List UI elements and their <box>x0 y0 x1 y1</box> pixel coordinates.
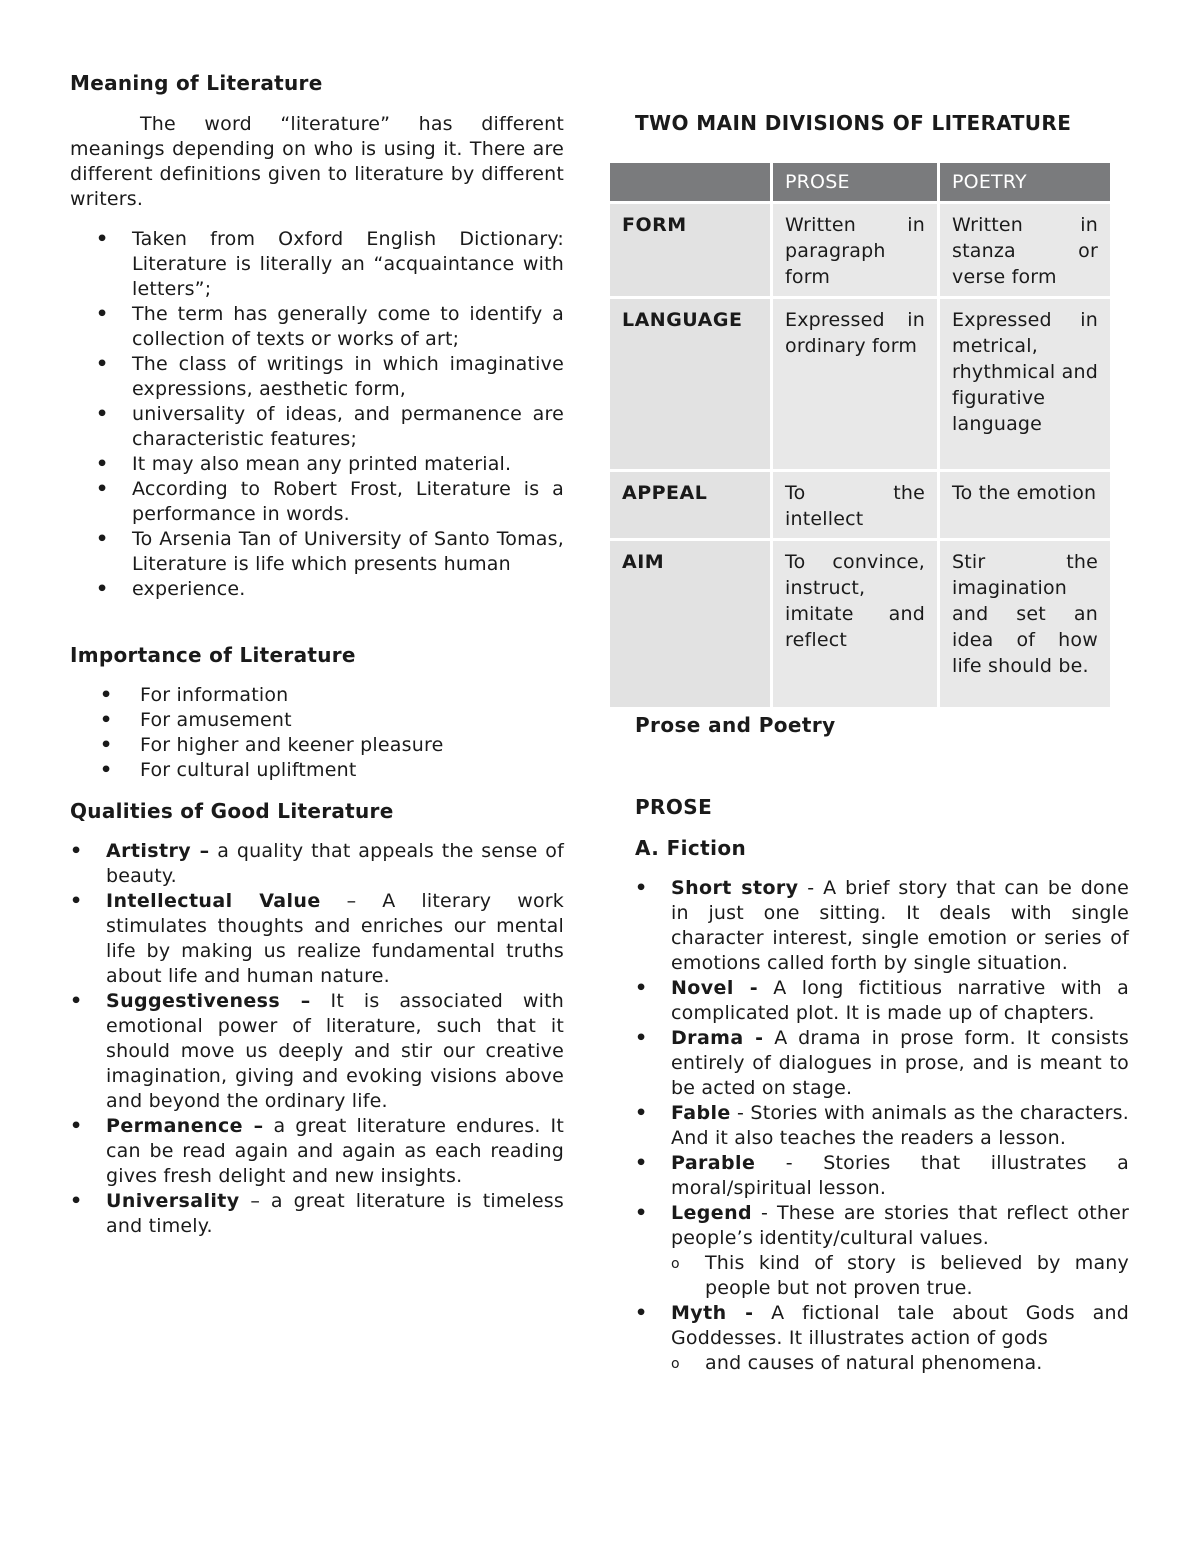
list-item <box>70 1114 564 1189</box>
poetry-cell: Stir the imagination and set an idea of how life should be. <box>940 541 1110 707</box>
list-item: • experience. <box>70 577 564 602</box>
legend-sublist <box>635 1251 1129 1301</box>
table-row <box>610 541 1110 707</box>
myth-sublist <box>635 1351 1129 1376</box>
column-header: PROSE <box>773 163 937 201</box>
term: Drama - <box>671 1027 764 1049</box>
myth-list <box>635 1301 1129 1351</box>
meaning-list <box>70 227 564 602</box>
list-item: • For cultural upliftment <box>70 758 564 783</box>
list-item: • universality of ideas, and permanence are characteristic features; <box>70 402 564 452</box>
list-item: • Taken from Oxford English Dictionary: Literature is literally an “acquaintance with letters”; <box>70 227 564 302</box>
definition: - These are stories that reflect other people’s identity/cultural values. <box>671 1202 1129 1249</box>
term: Novel - <box>671 977 759 999</box>
term: Universality <box>106 1190 240 1212</box>
list-item <box>70 989 564 1114</box>
right-column <box>610 110 1130 1376</box>
column-header: POETRY <box>940 163 1110 201</box>
list-item: • For higher and keener pleasure <box>70 733 564 758</box>
list-item: • The class of writings in which imaginative expressions, aesthetic form, <box>70 352 564 402</box>
definition: – a great literature is timeless and timely. <box>106 1190 564 1237</box>
list-item <box>70 839 564 889</box>
list-item: • According to Robert Frost, Literature is a performance in words. <box>70 477 564 527</box>
importance-list <box>70 683 564 783</box>
poetry-cell: To the emotion <box>940 472 1110 538</box>
prose-cell: To convince, instruct, imitate and reflect <box>773 541 937 707</box>
definition: - Stories that illustrates a moral/spiritual lesson. <box>671 1152 1129 1199</box>
qualities-list <box>70 839 564 1239</box>
term: Legend <box>671 1202 753 1224</box>
sub-list-item: o and causes of natural phenomena. <box>635 1351 1129 1376</box>
definition: a quality that appeals the sense of beauty. <box>106 840 564 887</box>
definition: - A brief story that can be done in just one sitting. It deals with single character interest, single emotion or series of emotions called forth by single situation. <box>671 877 1130 974</box>
table-row <box>610 299 1110 469</box>
term: Myth - <box>671 1302 754 1324</box>
list-item <box>635 1101 1129 1151</box>
row-label: AIM <box>610 541 770 707</box>
term: Suggestiveness – <box>106 990 311 1012</box>
term: Short story <box>671 877 799 899</box>
prose-cell: Written in paragraph form <box>773 204 937 296</box>
sub-list-item: o This kind of story is believed by many people but not proven true. <box>635 1251 1129 1301</box>
divisions-title: TWO MAIN DIVISIONS OF LITERATURE <box>635 111 1072 135</box>
left-column <box>70 70 564 1239</box>
divisions-table <box>607 160 1113 710</box>
list-item: • For amusement <box>70 708 564 733</box>
prose-title: PROSE <box>635 795 713 819</box>
term: Parable <box>671 1152 756 1174</box>
term: Artistry – <box>106 840 210 862</box>
list-item: • It may also mean any printed material. <box>70 452 564 477</box>
row-label: LANGUAGE <box>610 299 770 469</box>
column-header <box>610 163 770 201</box>
definition: A long fictitious narrative with a complicated plot. It is made up of chapters. <box>671 977 1129 1024</box>
list-item <box>635 1026 1129 1101</box>
list-item <box>635 1151 1129 1201</box>
row-label: APPEAL <box>610 472 770 538</box>
poetry-cell: Written in stanza or verse form <box>940 204 1110 296</box>
definition: A drama in prose form. It consists entirely of dialogues in prose, and is meant to be acted on stage. <box>671 1027 1129 1099</box>
table-row <box>610 472 1110 538</box>
term: Intellectual Value <box>106 890 321 912</box>
qualities-title: Qualities of Good Literature <box>70 799 394 823</box>
list-item: • To Arsenia Tan of University of Santo Tomas, Literature is life which presents human <box>70 527 564 577</box>
fiction-subtitle: A. Fiction <box>635 836 747 860</box>
meaning-intro: The word “literature” has different meanings depending on who is using it. There are different definitions given to literature by different writers. <box>70 113 564 210</box>
poetry-cell: Expressed in metrical, rhythmical and figurative language <box>940 299 1110 469</box>
list-item <box>635 1201 1129 1251</box>
table-row <box>610 204 1110 296</box>
prose-cell: Expressed in ordinary form <box>773 299 937 469</box>
fiction-list <box>635 876 1129 1251</box>
importance-title: Importance of Literature <box>70 643 356 667</box>
term: Permanence – <box>106 1115 264 1137</box>
definition: It is associated with emotional power of literature, such that it should move us deeply and stir our creative imagination, giving and evoking visions above and beyond the ordinary life. <box>106 990 564 1112</box>
prose-cell: To the intellect <box>773 472 937 538</box>
term: Fable <box>671 1102 731 1124</box>
list-item <box>635 1301 1129 1351</box>
list-item <box>635 876 1129 976</box>
table-caption: Prose and Poetry <box>635 713 836 737</box>
meaning-title: Meaning of Literature <box>70 71 323 95</box>
table-header-row <box>610 163 1110 201</box>
list-item: • For information <box>70 683 564 708</box>
list-item: • The term has generally come to identify a collection of texts or works of art; <box>70 302 564 352</box>
definition: A fictional tale about Gods and Goddesses. It illustrates action of gods <box>671 1302 1129 1349</box>
definition: - Stories with animals as the characters. And it also teaches the readers a lesson. <box>671 1102 1129 1149</box>
row-label: FORM <box>610 204 770 296</box>
list-item <box>70 1189 564 1239</box>
list-item <box>635 976 1129 1026</box>
definition: a great literature endures. It can be read again and again as each reading gives fresh delight and new insights. <box>106 1115 564 1187</box>
list-item <box>70 889 564 989</box>
definition: – A literary work stimulates thoughts and enriches our mental life by making us realize fundamental truths about life and human nature. <box>106 890 564 987</box>
